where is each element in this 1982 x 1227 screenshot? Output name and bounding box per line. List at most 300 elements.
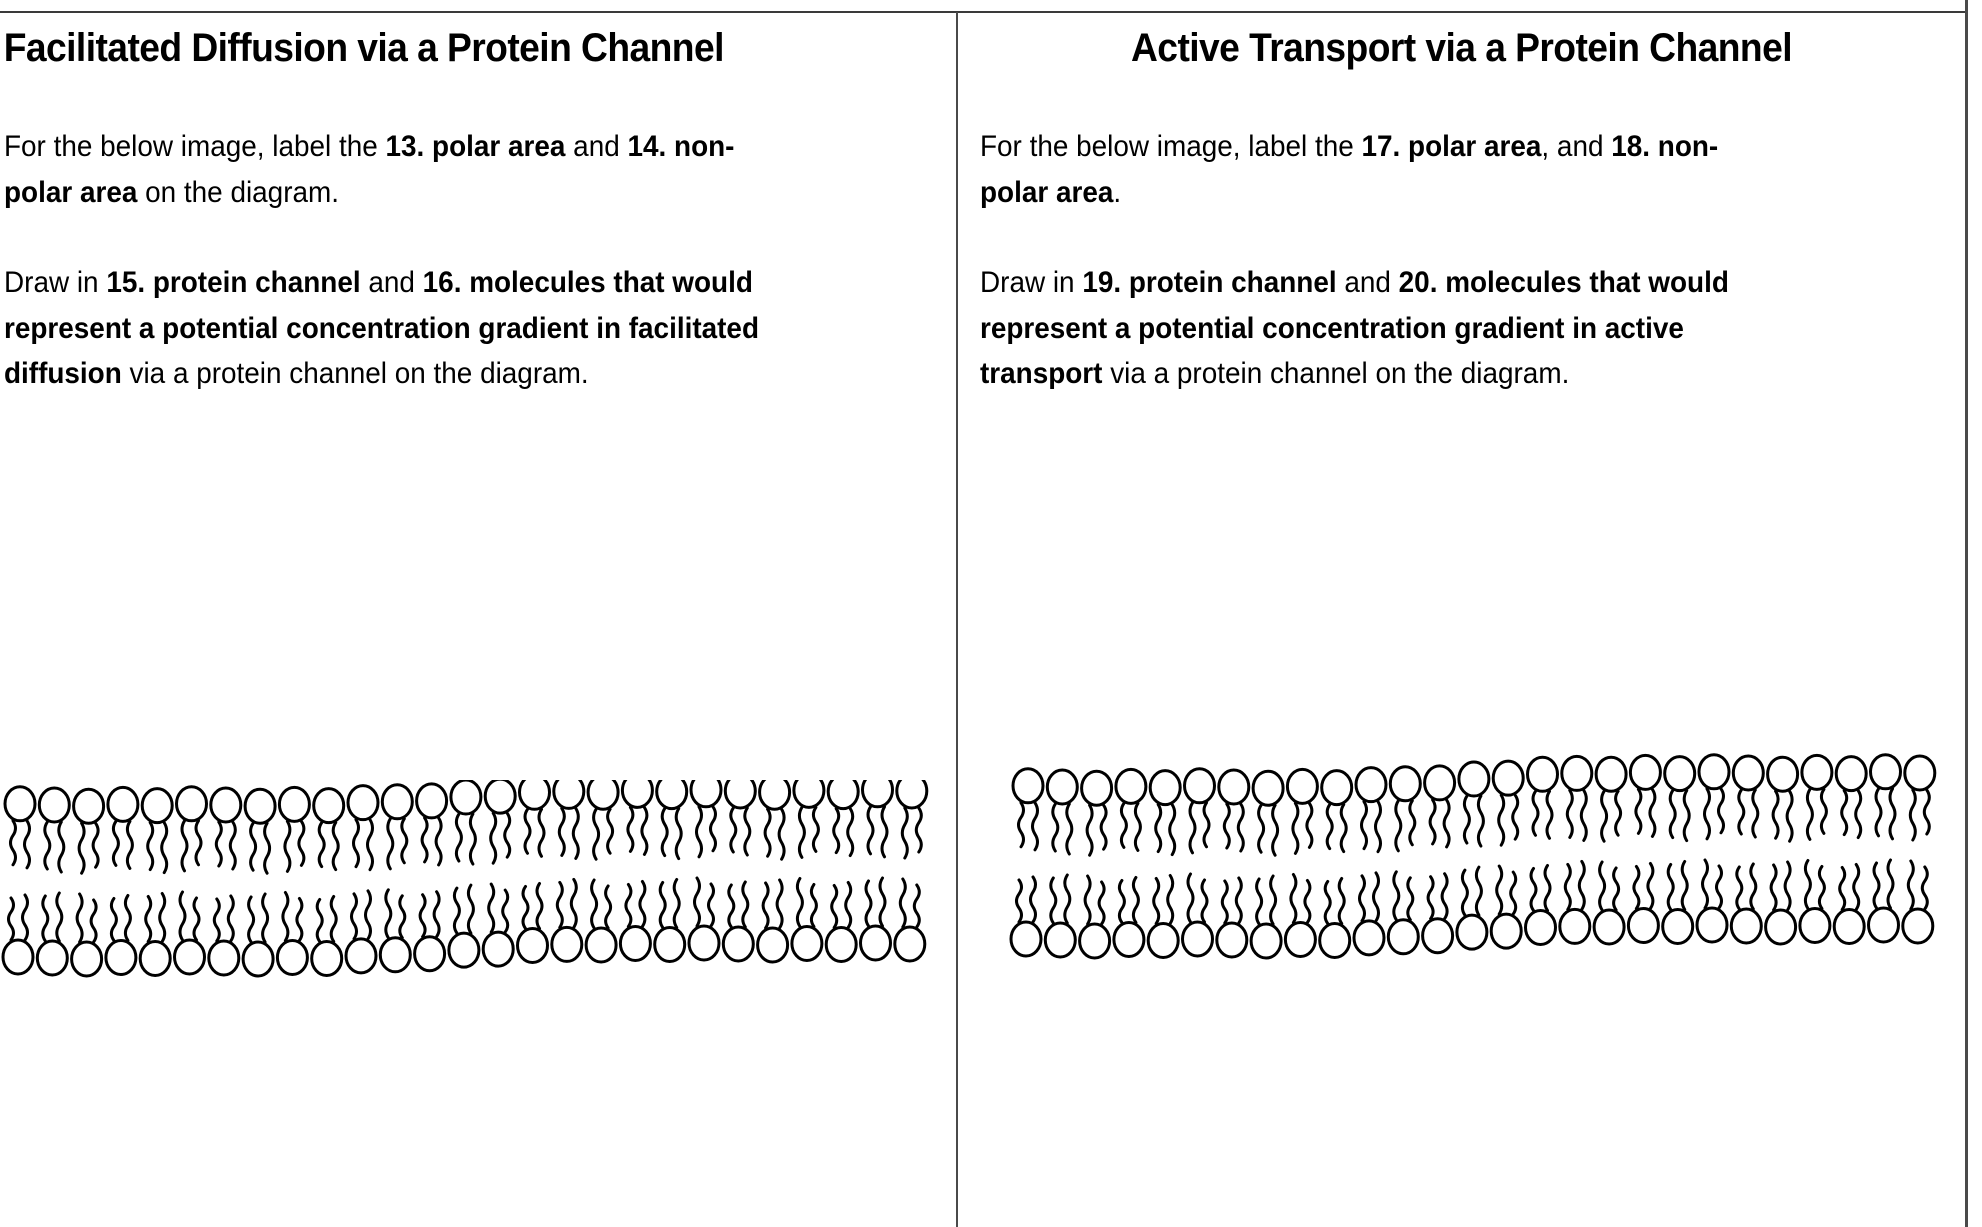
nonpolar-tail-icon: [9, 898, 14, 940]
nonpolar-tail-icon: [1087, 805, 1092, 855]
polar-head-icon: [177, 787, 207, 821]
polar-head-icon: [1354, 921, 1384, 955]
nonpolar-tail-icon: [77, 894, 82, 942]
nonpolar-tail-icon: [11, 821, 16, 865]
polar-head-icon: [1834, 910, 1864, 944]
nonpolar-tail-icon: [1513, 795, 1518, 839]
polar-head-icon: [1150, 771, 1180, 805]
panel-title: Facilitated Diffusion via a Protein Channel: [3, 26, 724, 70]
nonpolar-tail-icon: [626, 885, 631, 927]
nonpolar-tail-icon: [400, 896, 405, 938]
instruction-text: and: [360, 266, 423, 299]
nonpolar-tail-icon: [662, 809, 667, 856]
bold-term: 19. protein channel: [1082, 266, 1337, 299]
nonpolar-tail-icon: [1101, 805, 1106, 849]
nonpolar-tail-icon: [1785, 862, 1790, 910]
nonpolar-tail-icon: [148, 823, 153, 870]
bold-term: represent a potential concentration gradient in facilitated: [4, 311, 760, 345]
nonpolar-tail-icon: [1476, 867, 1481, 915]
nonpolar-tail-icon: [91, 900, 96, 942]
nonpolar-tail-icon: [523, 886, 528, 928]
polar-head-icon: [1185, 769, 1215, 803]
nonpolar-tail-icon: [916, 808, 921, 852]
polar-head-icon: [1285, 923, 1315, 957]
nonpolar-tail-icon: [436, 818, 441, 865]
polar-head-icon: [1663, 910, 1693, 944]
nonpolar-tail-icon: [216, 822, 221, 866]
polar-head-icon: [1697, 908, 1727, 942]
nonpolar-tail-icon: [1341, 805, 1346, 852]
nonpolar-tail-icon: [1545, 865, 1550, 910]
nonpolar-tail-icon: [1531, 868, 1536, 910]
nonpolar-tail-icon: [711, 807, 716, 851]
nonpolar-tail-icon: [319, 823, 324, 867]
nonpolar-tail-icon: [1259, 805, 1264, 852]
nonpolar-tail-icon: [1908, 861, 1913, 909]
nonpolar-tail-icon: [468, 885, 473, 933]
nonpolar-tail-icon: [1924, 790, 1929, 834]
nonpolar-tail-icon: [1408, 878, 1413, 920]
polar-head-icon: [1800, 909, 1830, 943]
nonpolar-tail-icon: [182, 821, 187, 871]
nonpolar-tail-icon: [1224, 804, 1229, 848]
polar-head-icon: [209, 941, 239, 975]
nonpolar-tail-icon: [799, 807, 804, 857]
nonpolar-tail-icon: [1188, 874, 1193, 922]
polar-head-icon: [554, 780, 584, 808]
polar-head-icon: [74, 789, 104, 823]
nonpolar-tail-icon: [1376, 802, 1381, 852]
nonpolar-tail-icon: [354, 820, 359, 867]
polar-head-icon: [1116, 769, 1146, 803]
nonpolar-tail-icon: [811, 885, 816, 927]
instruction-text: For the below image, label the: [4, 130, 386, 163]
nonpolar-tail-icon: [1717, 866, 1722, 908]
polar-head-icon: [1905, 756, 1935, 790]
polar-head-icon: [826, 928, 856, 962]
bold-term: 20. molecules that would: [1398, 266, 1729, 299]
nonpolar-tail-icon: [93, 823, 98, 867]
instruction-text: and: [565, 130, 628, 163]
nonpolar-tail-icon: [368, 820, 373, 870]
nonpolar-tail-icon: [592, 880, 597, 928]
nonpolar-tail-icon: [1410, 801, 1415, 845]
polar-head-icon: [792, 927, 822, 961]
nonpolar-tail-icon: [1705, 789, 1710, 839]
nonpolar-tail-icon: [1819, 867, 1824, 909]
nonpolar-tail-icon: [902, 808, 907, 858]
facilitated-diffusion-panel: [0, 13, 956, 390]
nonpolar-tail-icon: [1168, 876, 1173, 924]
nonpolar-tail-icon: [1910, 790, 1915, 840]
polar-head-icon: [417, 784, 447, 818]
polar-head-icon: [895, 927, 925, 961]
nonpolar-tail-icon: [1428, 877, 1433, 919]
nonpolar-tail-icon: [1854, 865, 1859, 910]
nonpolar-tail-icon: [676, 809, 681, 859]
polar-head-icon: [725, 780, 755, 808]
nonpolar-tail-icon: [1773, 791, 1778, 838]
nonpolar-tail-icon: [160, 894, 165, 942]
nonpolar-tail-icon: [1325, 882, 1330, 924]
nonpolar-tail-icon: [1307, 803, 1312, 847]
instruction-line: [4, 170, 734, 216]
nonpolar-tail-icon: [299, 821, 304, 865]
nonpolar-tail-icon: [1017, 880, 1022, 922]
phospholipid-bilayer-diagram[interactable]: [1000, 750, 1943, 980]
polar-head-icon: [39, 788, 69, 822]
instruction-line: [980, 260, 1729, 306]
nonpolar-tail-icon: [539, 809, 544, 856]
nonpolar-tail-icon: [249, 897, 254, 942]
nonpolar-tail-icon: [1085, 876, 1090, 924]
nonpolar-tail-icon: [402, 819, 407, 863]
polar-head-icon: [1356, 768, 1386, 802]
polar-head-icon: [1253, 771, 1283, 805]
instruction-line: [980, 124, 1718, 170]
nonpolar-tail-icon: [1634, 867, 1639, 909]
nonpolar-tail-icon: [1547, 791, 1552, 838]
polar-head-icon: [794, 780, 824, 807]
polar-head-icon: [758, 928, 788, 962]
polar-head-icon: [175, 940, 205, 974]
nonpolar-tail-icon: [1293, 803, 1298, 853]
nonpolar-tail-icon: [1339, 879, 1344, 924]
nonpolar-tail-icon: [23, 895, 28, 940]
nonpolar-tail-icon: [1156, 805, 1161, 852]
polar-head-icon: [1493, 761, 1523, 795]
draw-instruction: [4, 260, 759, 397]
nonpolar-tail-icon: [1430, 800, 1435, 844]
nonpolar-tail-icon: [333, 823, 338, 870]
nonpolar-tail-icon: [1703, 860, 1708, 908]
polar-head-icon: [245, 789, 275, 823]
table-right-border: [1965, 0, 1968, 1227]
polar-head-icon: [1219, 770, 1249, 804]
polar-head-icon: [1766, 910, 1796, 944]
nonpolar-tail-icon: [1238, 804, 1243, 851]
instruction-line: [980, 306, 1729, 352]
polar-head-icon: [1836, 757, 1866, 791]
nonpolar-tail-icon: [1033, 803, 1038, 850]
label-instruction: [4, 124, 734, 215]
nonpolar-tail-icon: [1670, 791, 1675, 838]
polar-head-icon: [1869, 908, 1899, 942]
polar-head-icon: [279, 787, 309, 821]
nonpolar-tail-icon: [1051, 878, 1056, 923]
nonpolar-tail-icon: [1273, 805, 1278, 855]
polar-head-icon: [861, 926, 891, 960]
nonpolar-tail-icon: [1478, 796, 1483, 846]
column-divider: [956, 12, 958, 1227]
nonpolar-tail-icon: [1031, 877, 1036, 922]
nonpolar-tail-icon: [797, 879, 802, 927]
bold-term: 13. polar area: [385, 130, 566, 163]
polar-head-icon: [1080, 924, 1110, 958]
nonpolar-tail-icon: [1121, 803, 1126, 847]
nonpolar-tail-icon: [43, 896, 48, 941]
bilayer-svg: [0, 780, 935, 1010]
nonpolar-tail-icon: [386, 890, 391, 938]
polar-head-icon: [348, 786, 378, 820]
polar-head-icon: [1011, 922, 1041, 956]
polar-head-icon: [1425, 766, 1455, 800]
polar-head-icon: [1630, 755, 1660, 789]
polar-head-icon: [1665, 757, 1695, 791]
bold-term: 17. polar area: [1361, 130, 1542, 163]
polar-head-icon: [1699, 755, 1729, 789]
polar-head-icon: [689, 926, 719, 960]
nonpolar-tail-icon: [765, 809, 770, 856]
nonpolar-tail-icon: [162, 823, 167, 873]
polar-head-icon: [1733, 756, 1763, 790]
nonpolar-tail-icon: [1271, 876, 1276, 924]
nonpolar-tail-icon: [1065, 875, 1070, 923]
nonpolar-tail-icon: [1202, 880, 1207, 922]
polar-head-icon: [552, 927, 582, 961]
nonpolar-tail-icon: [366, 891, 371, 939]
nonpolar-tail-icon: [1567, 790, 1572, 837]
nonpolar-tail-icon: [763, 883, 768, 928]
nonpolar-tail-icon: [1856, 791, 1861, 838]
nonpolar-tail-icon: [525, 809, 530, 853]
nonpolar-tail-icon: [251, 823, 256, 870]
nonpolar-tail-icon: [214, 899, 219, 941]
nonpolar-tail-icon: [1190, 803, 1195, 853]
polar-head-icon: [863, 780, 893, 807]
nonpolar-tail-icon: [1497, 866, 1502, 914]
nonpolar-tail-icon: [1222, 881, 1227, 923]
instruction-text: Draw in: [4, 266, 107, 299]
nonpolar-tail-icon: [846, 883, 851, 928]
nonpolar-tail-icon: [608, 809, 613, 853]
nonpolar-tail-icon: [1876, 789, 1881, 836]
polar-head-icon: [1871, 755, 1901, 789]
polar-head-icon: [346, 939, 376, 973]
polar-head-icon: [451, 780, 481, 814]
nonpolar-tail-icon: [1581, 790, 1586, 840]
nonpolar-tail-icon: [1751, 864, 1756, 909]
nonpolar-tail-icon: [1648, 864, 1653, 909]
nonpolar-tail-icon: [505, 813, 510, 857]
nonpolar-tail-icon: [640, 882, 645, 927]
instruction-text: Draw in: [980, 266, 1083, 299]
active-transport-panel: [958, 13, 1965, 390]
nonpolar-tail-icon: [1291, 875, 1296, 923]
nonpolar-tail-icon: [709, 884, 714, 926]
instruction-text: and: [1336, 266, 1399, 299]
nonpolar-tail-icon: [882, 807, 887, 857]
polar-head-icon: [1183, 922, 1213, 956]
nonpolar-tail-icon: [695, 878, 700, 926]
bold-term: 15. protein channel: [106, 266, 361, 299]
bold-term: polar area: [980, 175, 1114, 209]
nonpolar-tail-icon: [422, 818, 427, 862]
nonpolar-tail-icon: [194, 898, 199, 940]
nonpolar-tail-icon: [674, 880, 679, 928]
nonpolar-tail-icon: [489, 884, 494, 932]
polar-head-icon: [243, 942, 273, 976]
nonpolar-tail-icon: [729, 885, 734, 927]
polar-head-icon: [380, 938, 410, 972]
polar-head-icon: [588, 780, 618, 809]
nonpolar-tail-icon: [832, 886, 837, 928]
instruction-text: For the below image, label the: [980, 130, 1362, 163]
polar-head-icon: [1528, 757, 1558, 791]
polar-head-icon: [1562, 756, 1592, 790]
polar-head-icon: [1731, 909, 1761, 943]
nonpolar-tail-icon: [456, 814, 461, 861]
nonpolar-tail-icon: [265, 823, 270, 873]
nonpolar-tail-icon: [1133, 878, 1138, 923]
polar-head-icon: [1423, 919, 1453, 953]
nonpolar-tail-icon: [503, 890, 508, 932]
polar-head-icon: [1526, 910, 1556, 944]
polar-head-icon: [5, 787, 35, 821]
polar-head-icon: [72, 942, 102, 976]
polar-head-icon: [1082, 771, 1112, 805]
polar-head-icon: [622, 780, 652, 807]
polar-head-icon: [1047, 770, 1077, 804]
nonpolar-tail-icon: [388, 819, 393, 869]
polar-head-icon: [3, 940, 33, 974]
polar-head-icon: [1903, 909, 1933, 943]
nonpolar-tail-icon: [1807, 789, 1812, 839]
polar-head-icon: [897, 780, 927, 808]
nonpolar-tail-icon: [731, 808, 736, 852]
nonpolar-tail-icon: [1396, 801, 1401, 851]
nonpolar-tail-icon: [1840, 868, 1845, 910]
nonpolar-tail-icon: [606, 886, 611, 928]
polar-head-icon: [1594, 910, 1624, 944]
nonpolar-tail-icon: [1739, 790, 1744, 834]
bilayer-svg: [1000, 750, 1943, 980]
nonpolar-tail-icon: [111, 899, 116, 941]
polar-head-icon: [211, 788, 241, 822]
nonpolar-tail-icon: [594, 809, 599, 859]
nonpolar-tail-icon: [331, 897, 336, 942]
nonpolar-tail-icon: [1616, 791, 1621, 835]
nonpolar-tail-icon: [180, 892, 185, 940]
nonpolar-tail-icon: [470, 814, 475, 864]
polar-head-icon: [1390, 767, 1420, 801]
polar-head-icon: [657, 780, 687, 809]
nonpolar-tail-icon: [420, 895, 425, 937]
nonpolar-tail-icon: [196, 821, 201, 865]
nonpolar-tail-icon: [537, 883, 542, 928]
polar-head-icon: [518, 928, 548, 962]
polar-head-icon: [586, 928, 616, 962]
nonpolar-tail-icon: [1511, 872, 1516, 914]
nonpolar-tail-icon: [1464, 796, 1469, 843]
polar-head-icon: [1045, 923, 1075, 957]
nonpolar-tail-icon: [1650, 789, 1655, 836]
label-instruction: [980, 124, 1718, 215]
instruction-text: .: [1113, 175, 1122, 209]
polar-head-icon: [37, 941, 67, 975]
instruction-line: [980, 170, 1718, 216]
nonpolar-tail-icon: [127, 821, 132, 868]
bold-term: 14. non-: [627, 130, 735, 163]
instruction-text: via a protein channel on the diagram.: [1102, 357, 1570, 390]
nonpolar-tail-icon: [1099, 882, 1104, 924]
nonpolar-tail-icon: [779, 809, 784, 859]
instruction-text: , and: [1541, 130, 1612, 163]
polar-head-icon: [415, 937, 445, 971]
nonpolar-tail-icon: [880, 878, 885, 926]
polar-head-icon: [106, 941, 136, 975]
nonpolar-tail-icon: [1821, 789, 1826, 833]
nonpolar-tail-icon: [1533, 791, 1538, 835]
phospholipid-bilayer-diagram[interactable]: [0, 780, 935, 1010]
nonpolar-tail-icon: [571, 879, 576, 927]
nonpolar-tail-icon: [559, 808, 564, 855]
nonpolar-tail-icon: [1636, 789, 1641, 833]
nonpolar-tail-icon: [1257, 879, 1262, 924]
nonpolar-tail-icon: [642, 807, 647, 854]
nonpolar-tail-icon: [1565, 864, 1570, 909]
draw-instruction: [980, 260, 1729, 397]
polar-head-icon: [1287, 769, 1317, 803]
polar-head-icon: [620, 927, 650, 961]
nonpolar-tail-icon: [1374, 873, 1379, 921]
nonpolar-tail-icon: [1684, 791, 1689, 841]
instruction-line: [980, 351, 1729, 397]
nonpolar-tail-icon: [1067, 804, 1072, 854]
nonpolar-tail-icon: [1668, 865, 1673, 910]
nonpolar-tail-icon: [900, 879, 905, 927]
instruction-line: [4, 260, 759, 306]
nonpolar-tail-icon: [697, 807, 702, 857]
polar-head-icon: [483, 932, 513, 966]
nonpolar-tail-icon: [1053, 804, 1058, 851]
nonpolar-tail-icon: [557, 882, 562, 927]
nonpolar-tail-icon: [228, 896, 233, 941]
polar-head-icon: [314, 789, 344, 823]
polar-head-icon: [108, 787, 138, 821]
nonpolar-tail-icon: [834, 809, 839, 853]
nonpolar-tail-icon: [914, 885, 919, 927]
nonpolar-tail-icon: [1170, 805, 1175, 855]
nonpolar-tail-icon: [1922, 867, 1927, 909]
bold-term: diffusion: [4, 357, 122, 390]
nonpolar-tail-icon: [1874, 863, 1879, 908]
nonpolar-tail-icon: [866, 881, 871, 926]
polar-head-icon: [691, 780, 721, 807]
polar-head-icon: [1320, 924, 1350, 958]
polar-head-icon: [277, 941, 307, 975]
nonpolar-tail-icon: [848, 809, 853, 856]
nonpolar-tail-icon: [1154, 879, 1159, 924]
nonpolar-tail-icon: [1204, 803, 1209, 847]
polar-head-icon: [1217, 923, 1247, 957]
nonpolar-tail-icon: [1771, 865, 1776, 910]
nonpolar-tail-icon: [777, 880, 782, 928]
nonpolar-tail-icon: [434, 892, 439, 937]
nonpolar-tail-icon: [230, 822, 235, 869]
nonpolar-tail-icon: [1135, 803, 1140, 850]
nonpolar-tail-icon: [352, 894, 357, 939]
panel-title: Active Transport via a Protein Channel: [1131, 26, 1792, 70]
nonpolar-tail-icon: [1442, 874, 1447, 919]
polar-head-icon: [1388, 920, 1418, 954]
polar-head-icon: [1560, 909, 1590, 943]
nonpolar-tail-icon: [297, 899, 302, 941]
polar-head-icon: [1114, 923, 1144, 957]
polar-head-icon: [485, 780, 515, 813]
polar-head-icon: [1628, 909, 1658, 943]
nonpolar-tail-icon: [1360, 876, 1365, 921]
